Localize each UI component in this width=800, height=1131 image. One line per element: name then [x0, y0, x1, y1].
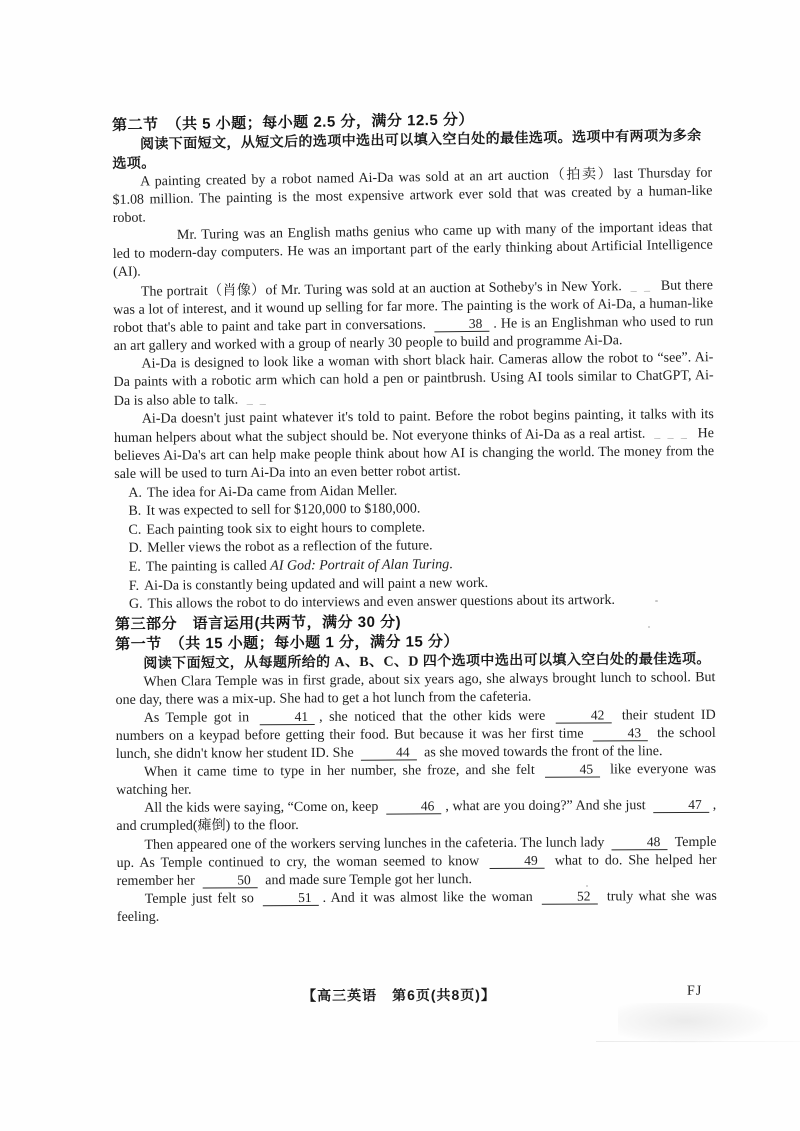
scan-noise [575, 660, 577, 662]
text-segment: , and crumpled(瘫倒) to the floor. [116, 798, 717, 835]
cloze-paragraph [115, 669, 715, 710]
text-segment: The painting is called [145, 558, 271, 575]
option-text [147, 483, 397, 500]
passage-paragraph [112, 219, 713, 283]
option-text [147, 539, 432, 556]
blank-45: 45 [545, 763, 601, 778]
text-segment: All the kids were saying, “Come on, keep [144, 800, 382, 817]
passage-paragraph [113, 349, 714, 411]
text-segment: Mr. Turing was an English maths genius who came up with many of the important ideas that led to modern-day computers. He was an important part of the early thinking about Artificial Intelligence (AI). [112, 219, 713, 281]
blank-51: 51 [263, 891, 319, 906]
blank-41: 41 [260, 710, 316, 725]
faded-blank: _ _ [246, 392, 268, 407]
text-segment: Ai-Da doesn't just paint whatever it's told to paint. Before the robot begins painting, it talks with its human helpers about what the subject should be. Not everyone thinks of Ai-Da as a real artist. [113, 407, 714, 447]
option-text [146, 557, 453, 575]
cloze-paragraph [116, 833, 716, 890]
option-label: A. [128, 485, 142, 501]
text-segment: like everyone was watching her. [116, 762, 717, 799]
reading-passage [112, 165, 715, 484]
section2-instruction: 阅读下面短文，从短文后的选项中选出可以填入空白处的最佳选项。选项中有两项为多余选项。 [112, 128, 702, 172]
option-label: F. [128, 578, 140, 594]
passage-paragraph [113, 276, 714, 356]
blank-48: 48 [612, 835, 668, 850]
cloze-paragraph [116, 761, 716, 800]
blank-52: 52 [542, 889, 598, 904]
text-segment: AI God: Portrait of Alan Turing [270, 557, 450, 574]
section2-heading: 第二节 （共 5 小题；每小题 2.5 分，满分 12.5 分） [111, 111, 475, 134]
blank-47: 47 [653, 798, 709, 813]
option-label: B. [128, 503, 142, 520]
option-text [148, 593, 615, 612]
text-segment: . And it was almost like the woman [322, 889, 539, 906]
option-text [144, 575, 488, 593]
text-segment: and made sure Temple got her lunch. [261, 871, 473, 889]
text-segment: truly what she was feeling. [116, 888, 717, 925]
text-segment: It was expected to sell for $120,000 to $180,000. [146, 501, 421, 519]
passage-paragraph [114, 406, 715, 484]
blank-42: 42 [556, 708, 612, 723]
text-segment: Temple just felt so [144, 891, 260, 907]
option-text [146, 502, 420, 519]
text-segment: what to do. She helped her remember her [116, 852, 717, 889]
cloze-paragraph [116, 707, 716, 764]
option-text [146, 520, 425, 537]
cloze-passage [115, 670, 717, 927]
text-segment: . [449, 557, 453, 573]
blank-38: 38 [434, 316, 490, 332]
text-segment: Temple up. As Temple continued to cry, the woman seemed to know [116, 834, 717, 871]
text-segment: as she moved towards the front of the line. [420, 744, 663, 761]
scan-smudge [618, 1003, 768, 1043]
exam-content [112, 112, 717, 927]
option-label: E. [128, 559, 141, 575]
option-label: D. [128, 541, 143, 557]
footer-page-number: 【高三英语 第6页(共8页)】 [302, 986, 496, 1004]
text-segment: As Temple got in [143, 710, 256, 726]
scan-noise [586, 885, 588, 887]
text-segment: This allows the robot to do interviews and even answer questions about its artwork. [147, 593, 616, 612]
text-segment: When it came time to type in her number, she froze, and she felt [143, 762, 541, 781]
text-segment: Each painting took six to eight hours to complete. [146, 520, 426, 538]
cloze-paragraph [116, 797, 716, 836]
blank-46: 46 [386, 800, 442, 815]
cloze-paragraph [117, 888, 717, 927]
blank-44: 44 [361, 746, 417, 761]
scan-edge-line [596, 1041, 800, 1042]
passage-paragraph [112, 165, 713, 229]
text-segment: Then appeared one of the workers serving lunches in the cafeteria. The lunch lady [144, 835, 608, 853]
blank-50: 50 [202, 873, 258, 888]
text-segment: , what are you doing?” And she just [445, 798, 650, 815]
footer-code: FJ [686, 983, 703, 999]
text-segment: , she noticed that the other kids were [319, 708, 552, 725]
faded-blank: _ _ [630, 278, 653, 293]
page-footer [112, 983, 712, 1004]
scan-noise [648, 626, 650, 628]
text-segment: The idea for Ai-Da came from Aidan Meller. [146, 483, 398, 501]
option-label: C. [128, 522, 142, 538]
section3-instruction: 阅读下面短文，从每题所给的 A、B、C、D 四个选项中选出可以填入空白处的最佳选项。 [143, 651, 711, 672]
text-segment: When Clara Temple was in first grade, about six years ago, she always brought lunch to school. But one day, there was a mix-up. She had to get a hot lunch from the cafeteria. [115, 669, 716, 708]
text-segment: Meller views the robot as a reflection of the future. [147, 538, 433, 557]
text-segment: He believes Ai-Da's art can help make people think about how AI is changing the world. The money from the sale will be used to turn Ai-Da into an even better robot artist. [114, 426, 715, 483]
option-label: G. [128, 596, 143, 613]
section3-heading: 第三部分 语言运用(共两节，满分 30 分) [115, 613, 402, 633]
text-segment: Ai-Da is constantly being updated and will paint a new work. [143, 575, 489, 594]
text-segment: Ai-Da is designed to look like a woman with short black hair. Cameras allow the robot to “see”. Ai-Da paints with a robotic arm which can hold a pen or paintbrush. Using AI tools similar to ChatGPT, Ai-Da is also able to talk. [113, 350, 714, 410]
text-segment: . He is an Englishman who used to run an art gallery and worked with a group of nearly 30 people to build and programme Ai-Da. [113, 313, 714, 354]
scan-noise [655, 600, 658, 602]
text-segment: But there was a lot of interest, and it wound up selling for far more. The painting is the work of Ai-Da, a human-like robot that's able to paint and take part in conversations. [113, 277, 714, 336]
faded-blank: _ _ _ [654, 426, 689, 441]
blank-49: 49 [489, 853, 545, 868]
text-segment: A painting created by a robot named Ai-Da was sold at an art auction（拍卖）last Thursday for $1.08 million. The painting is the most expensive artwork ever sold that was created by a human-like robot. [112, 165, 713, 227]
text-segment: The portrait（肖像）of Mr. Turing was sold at an auction at Sotheby's in New York. [140, 278, 626, 300]
options-list [114, 481, 715, 615]
text-segment: their student ID numbers on a keypad before getting their food. But because it was her first time [115, 707, 716, 745]
section3-subheading: 第一节 （共 15 小题；每小题 1 分，满分 15 分） [115, 632, 460, 653]
text-segment: the school lunch, she didn't know her student ID. She [115, 725, 716, 763]
blank-43: 43 [593, 726, 649, 741]
